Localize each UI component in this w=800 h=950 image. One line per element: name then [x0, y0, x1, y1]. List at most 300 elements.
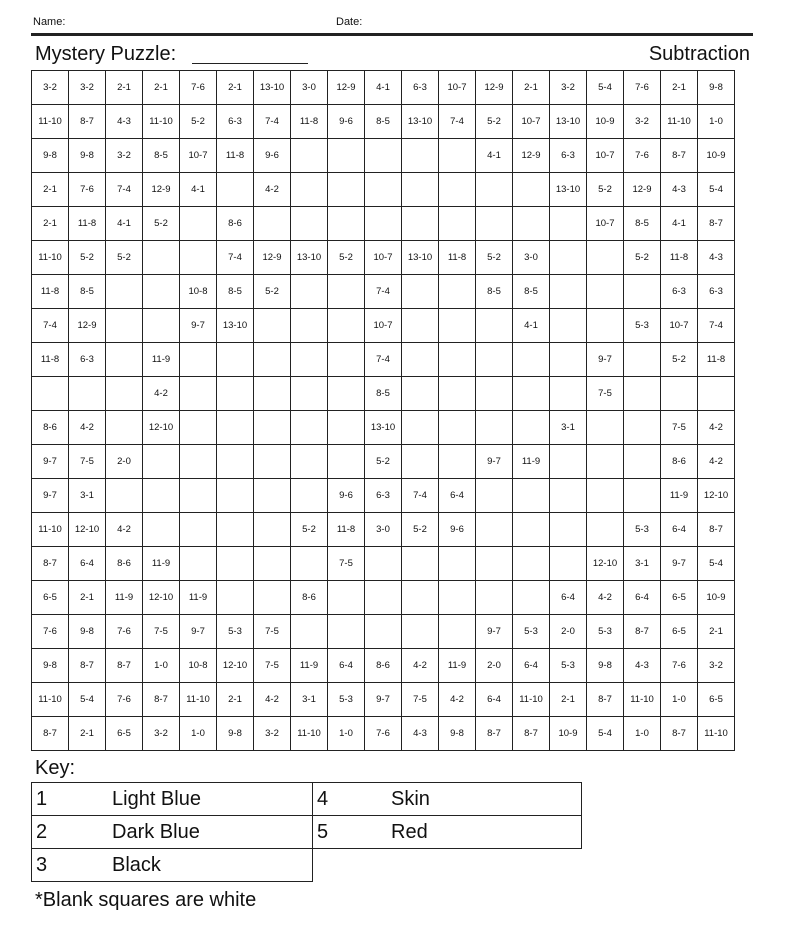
- grid-cell[interactable]: 2-0: [106, 445, 143, 479]
- grid-cell[interactable]: 11-8: [217, 139, 254, 173]
- grid-cell[interactable]: 5-3: [624, 309, 661, 343]
- grid-cell[interactable]: [439, 139, 476, 173]
- grid-cell[interactable]: 11-8: [69, 207, 106, 241]
- grid-cell[interactable]: [106, 479, 143, 513]
- grid-cell[interactable]: 7-6: [106, 615, 143, 649]
- grid-cell[interactable]: 6-4: [439, 479, 476, 513]
- grid-cell[interactable]: 3-0: [513, 241, 550, 275]
- grid-cell[interactable]: [328, 173, 365, 207]
- grid-cell[interactable]: 6-4: [661, 513, 698, 547]
- grid-cell[interactable]: [402, 309, 439, 343]
- grid-cell[interactable]: [254, 547, 291, 581]
- grid-cell[interactable]: 11-8: [32, 343, 69, 377]
- grid-cell[interactable]: 5-4: [698, 547, 735, 581]
- grid-cell[interactable]: 11-8: [698, 343, 735, 377]
- grid-cell[interactable]: 5-3: [217, 615, 254, 649]
- grid-cell[interactable]: 4-2: [106, 513, 143, 547]
- grid-cell[interactable]: 9-7: [32, 445, 69, 479]
- grid-cell[interactable]: 7-6: [32, 615, 69, 649]
- grid-cell[interactable]: 9-6: [328, 479, 365, 513]
- grid-cell[interactable]: 4-2: [69, 411, 106, 445]
- grid-cell[interactable]: [254, 581, 291, 615]
- grid-cell[interactable]: 3-2: [698, 649, 735, 683]
- grid-cell[interactable]: [513, 207, 550, 241]
- grid-cell[interactable]: 11-8: [291, 105, 328, 139]
- grid-cell[interactable]: [254, 411, 291, 445]
- grid-cell[interactable]: [328, 343, 365, 377]
- grid-cell[interactable]: [439, 173, 476, 207]
- grid-cell[interactable]: 9-7: [476, 615, 513, 649]
- grid-cell[interactable]: 8-6: [365, 649, 402, 683]
- grid-cell[interactable]: 7-4: [254, 105, 291, 139]
- grid-cell[interactable]: 9-8: [69, 615, 106, 649]
- grid-cell[interactable]: [476, 513, 513, 547]
- grid-cell[interactable]: 7-6: [180, 71, 217, 105]
- grid-cell[interactable]: 11-9: [143, 343, 180, 377]
- grid-cell[interactable]: 3-2: [32, 71, 69, 105]
- grid-cell[interactable]: 4-1: [365, 71, 402, 105]
- grid-cell[interactable]: 3-2: [69, 71, 106, 105]
- grid-cell[interactable]: 4-2: [254, 173, 291, 207]
- grid-cell[interactable]: [291, 615, 328, 649]
- grid-cell[interactable]: 3-2: [106, 139, 143, 173]
- grid-cell[interactable]: [402, 139, 439, 173]
- grid-cell[interactable]: 5-4: [587, 71, 624, 105]
- grid-cell[interactable]: 9-8: [217, 717, 254, 751]
- grid-cell[interactable]: [513, 377, 550, 411]
- grid-cell[interactable]: 7-4: [439, 105, 476, 139]
- grid-cell[interactable]: [624, 479, 661, 513]
- grid-cell[interactable]: [513, 479, 550, 513]
- grid-cell[interactable]: 8-5: [365, 105, 402, 139]
- grid-cell[interactable]: 5-3: [513, 615, 550, 649]
- grid-cell[interactable]: [439, 275, 476, 309]
- grid-cell[interactable]: 2-1: [106, 71, 143, 105]
- grid-cell[interactable]: 5-3: [550, 649, 587, 683]
- grid-cell[interactable]: [476, 377, 513, 411]
- grid-cell[interactable]: [143, 445, 180, 479]
- grid-cell[interactable]: 9-6: [439, 513, 476, 547]
- grid-cell[interactable]: 5-2: [291, 513, 328, 547]
- grid-cell[interactable]: [624, 275, 661, 309]
- grid-cell[interactable]: 4-1: [106, 207, 143, 241]
- grid-cell[interactable]: 2-1: [32, 173, 69, 207]
- grid-cell[interactable]: 11-10: [698, 717, 735, 751]
- grid-cell[interactable]: [254, 513, 291, 547]
- grid-cell[interactable]: 6-5: [106, 717, 143, 751]
- grid-cell[interactable]: 10-7: [587, 139, 624, 173]
- grid-cell[interactable]: [550, 513, 587, 547]
- grid-cell[interactable]: [550, 207, 587, 241]
- grid-cell[interactable]: 13-10: [402, 241, 439, 275]
- grid-cell[interactable]: 12-9: [513, 139, 550, 173]
- grid-cell[interactable]: 4-3: [661, 173, 698, 207]
- grid-cell[interactable]: 4-2: [698, 411, 735, 445]
- grid-cell[interactable]: [254, 207, 291, 241]
- grid-cell[interactable]: 1-0: [698, 105, 735, 139]
- grid-cell[interactable]: [587, 411, 624, 445]
- grid-cell[interactable]: [106, 377, 143, 411]
- grid-cell[interactable]: [217, 547, 254, 581]
- grid-cell[interactable]: 11-8: [439, 241, 476, 275]
- grid-cell[interactable]: 12-9: [476, 71, 513, 105]
- grid-cell[interactable]: 9-7: [476, 445, 513, 479]
- grid-cell[interactable]: 12-9: [254, 241, 291, 275]
- grid-cell[interactable]: 5-4: [587, 717, 624, 751]
- grid-cell[interactable]: [513, 411, 550, 445]
- grid-cell[interactable]: 5-2: [328, 241, 365, 275]
- grid-cell[interactable]: [328, 139, 365, 173]
- grid-cell[interactable]: [291, 275, 328, 309]
- grid-cell[interactable]: [587, 275, 624, 309]
- grid-cell[interactable]: [624, 445, 661, 479]
- grid-cell[interactable]: [513, 343, 550, 377]
- grid-cell[interactable]: [587, 445, 624, 479]
- grid-cell[interactable]: [254, 479, 291, 513]
- grid-cell[interactable]: 5-2: [143, 207, 180, 241]
- grid-cell[interactable]: 12-9: [624, 173, 661, 207]
- grid-cell[interactable]: 13-10: [402, 105, 439, 139]
- grid-cell[interactable]: 2-1: [217, 71, 254, 105]
- grid-cell[interactable]: 7-4: [365, 343, 402, 377]
- grid-cell[interactable]: 3-1: [550, 411, 587, 445]
- grid-cell[interactable]: 9-8: [587, 649, 624, 683]
- grid-cell[interactable]: 7-6: [624, 139, 661, 173]
- grid-cell[interactable]: [476, 173, 513, 207]
- grid-cell[interactable]: 7-4: [402, 479, 439, 513]
- grid-cell[interactable]: [291, 445, 328, 479]
- grid-cell[interactable]: [254, 309, 291, 343]
- grid-cell[interactable]: 8-6: [106, 547, 143, 581]
- grid-cell[interactable]: 2-1: [661, 71, 698, 105]
- grid-cell[interactable]: 3-2: [143, 717, 180, 751]
- grid-cell[interactable]: [550, 241, 587, 275]
- grid-cell[interactable]: 9-8: [439, 717, 476, 751]
- grid-cell[interactable]: 2-1: [143, 71, 180, 105]
- grid-cell[interactable]: 9-8: [69, 139, 106, 173]
- grid-cell[interactable]: 7-5: [587, 377, 624, 411]
- grid-cell[interactable]: [365, 139, 402, 173]
- grid-cell[interactable]: 9-8: [32, 139, 69, 173]
- grid-cell[interactable]: [402, 547, 439, 581]
- grid-cell[interactable]: 1-0: [661, 683, 698, 717]
- grid-cell[interactable]: [476, 309, 513, 343]
- grid-cell[interactable]: 1-0: [180, 717, 217, 751]
- grid-cell[interactable]: 8-5: [365, 377, 402, 411]
- grid-cell[interactable]: 5-2: [69, 241, 106, 275]
- grid-cell[interactable]: 9-7: [180, 309, 217, 343]
- grid-cell[interactable]: 4-1: [661, 207, 698, 241]
- grid-cell[interactable]: [587, 241, 624, 275]
- grid-cell[interactable]: 12-9: [69, 309, 106, 343]
- grid-cell[interactable]: [439, 377, 476, 411]
- grid-cell[interactable]: 8-7: [513, 717, 550, 751]
- grid-cell[interactable]: [180, 411, 217, 445]
- grid-cell[interactable]: 10-9: [587, 105, 624, 139]
- grid-cell[interactable]: [143, 513, 180, 547]
- grid-cell[interactable]: 8-7: [698, 513, 735, 547]
- grid-cell[interactable]: [365, 173, 402, 207]
- grid-cell[interactable]: 8-7: [661, 717, 698, 751]
- grid-cell[interactable]: 10-7: [661, 309, 698, 343]
- grid-cell[interactable]: [291, 309, 328, 343]
- grid-cell[interactable]: 10-7: [365, 241, 402, 275]
- grid-cell[interactable]: 2-1: [513, 71, 550, 105]
- grid-cell[interactable]: [328, 377, 365, 411]
- grid-cell[interactable]: [328, 275, 365, 309]
- grid-cell[interactable]: [365, 547, 402, 581]
- grid-cell[interactable]: [698, 377, 735, 411]
- grid-cell[interactable]: 13-10: [254, 71, 291, 105]
- grid-cell[interactable]: [476, 479, 513, 513]
- grid-cell[interactable]: 13-10: [365, 411, 402, 445]
- grid-cell[interactable]: 8-6: [661, 445, 698, 479]
- grid-cell[interactable]: 11-10: [32, 683, 69, 717]
- grid-cell[interactable]: 11-9: [513, 445, 550, 479]
- grid-cell[interactable]: [624, 411, 661, 445]
- grid-cell[interactable]: 5-2: [402, 513, 439, 547]
- grid-cell[interactable]: 4-2: [143, 377, 180, 411]
- grid-cell[interactable]: 2-1: [550, 683, 587, 717]
- grid-cell[interactable]: 6-5: [661, 615, 698, 649]
- grid-cell[interactable]: 7-5: [661, 411, 698, 445]
- grid-cell[interactable]: 1-0: [624, 717, 661, 751]
- grid-cell[interactable]: 11-9: [106, 581, 143, 615]
- grid-cell[interactable]: 10-9: [698, 139, 735, 173]
- grid-cell[interactable]: 3-0: [365, 513, 402, 547]
- grid-cell[interactable]: 8-6: [291, 581, 328, 615]
- grid-cell[interactable]: [476, 581, 513, 615]
- grid-cell[interactable]: [550, 445, 587, 479]
- grid-cell[interactable]: 7-4: [32, 309, 69, 343]
- grid-cell[interactable]: 11-10: [513, 683, 550, 717]
- grid-cell[interactable]: [217, 411, 254, 445]
- grid-cell[interactable]: 6-3: [365, 479, 402, 513]
- grid-cell[interactable]: 7-4: [217, 241, 254, 275]
- grid-cell[interactable]: [328, 615, 365, 649]
- grid-cell[interactable]: 5-2: [106, 241, 143, 275]
- grid-cell[interactable]: [291, 411, 328, 445]
- grid-cell[interactable]: 5-4: [698, 173, 735, 207]
- grid-cell[interactable]: 8-6: [217, 207, 254, 241]
- grid-cell[interactable]: [402, 343, 439, 377]
- grid-cell[interactable]: 6-3: [402, 71, 439, 105]
- grid-cell[interactable]: 10-9: [698, 581, 735, 615]
- grid-cell[interactable]: 12-9: [328, 71, 365, 105]
- grid-cell[interactable]: 11-9: [661, 479, 698, 513]
- grid-cell[interactable]: [439, 615, 476, 649]
- grid-cell[interactable]: 7-5: [143, 615, 180, 649]
- grid-cell[interactable]: [291, 547, 328, 581]
- grid-cell[interactable]: 10-9: [550, 717, 587, 751]
- grid-cell[interactable]: 7-5: [254, 649, 291, 683]
- grid-cell[interactable]: [291, 377, 328, 411]
- grid-cell[interactable]: [217, 479, 254, 513]
- grid-cell[interactable]: [513, 173, 550, 207]
- grid-cell[interactable]: 7-5: [254, 615, 291, 649]
- grid-cell[interactable]: 5-3: [624, 513, 661, 547]
- grid-cell[interactable]: [587, 479, 624, 513]
- grid-cell[interactable]: 5-2: [624, 241, 661, 275]
- grid-cell[interactable]: [402, 411, 439, 445]
- grid-cell[interactable]: 5-2: [661, 343, 698, 377]
- grid-cell[interactable]: 2-1: [217, 683, 254, 717]
- grid-cell[interactable]: [439, 309, 476, 343]
- grid-cell[interactable]: 11-9: [143, 547, 180, 581]
- grid-cell[interactable]: [143, 275, 180, 309]
- grid-cell[interactable]: [439, 411, 476, 445]
- grid-cell[interactable]: [587, 513, 624, 547]
- grid-cell[interactable]: 4-1: [180, 173, 217, 207]
- grid-cell[interactable]: 8-5: [143, 139, 180, 173]
- grid-cell[interactable]: [217, 377, 254, 411]
- grid-cell[interactable]: [180, 513, 217, 547]
- grid-cell[interactable]: [180, 377, 217, 411]
- grid-cell[interactable]: 5-3: [587, 615, 624, 649]
- grid-cell[interactable]: [624, 343, 661, 377]
- grid-cell[interactable]: [291, 139, 328, 173]
- grid-cell[interactable]: 6-4: [69, 547, 106, 581]
- grid-cell[interactable]: [402, 377, 439, 411]
- grid-cell[interactable]: 11-8: [32, 275, 69, 309]
- grid-cell[interactable]: 12-10: [143, 581, 180, 615]
- grid-cell[interactable]: 7-6: [106, 683, 143, 717]
- grid-cell[interactable]: 7-5: [328, 547, 365, 581]
- grid-cell[interactable]: 11-10: [291, 717, 328, 751]
- grid-cell[interactable]: 11-10: [180, 683, 217, 717]
- grid-cell[interactable]: [106, 275, 143, 309]
- grid-cell[interactable]: 5-2: [476, 241, 513, 275]
- grid-cell[interactable]: 13-10: [291, 241, 328, 275]
- grid-cell[interactable]: [106, 343, 143, 377]
- grid-cell[interactable]: 11-9: [439, 649, 476, 683]
- grid-cell[interactable]: 6-5: [32, 581, 69, 615]
- grid-cell[interactable]: 8-6: [32, 411, 69, 445]
- grid-cell[interactable]: 7-4: [365, 275, 402, 309]
- grid-cell[interactable]: 10-7: [439, 71, 476, 105]
- grid-cell[interactable]: 4-3: [624, 649, 661, 683]
- grid-cell[interactable]: 5-2: [365, 445, 402, 479]
- grid-cell[interactable]: 2-0: [476, 649, 513, 683]
- grid-cell[interactable]: 9-7: [365, 683, 402, 717]
- grid-cell[interactable]: 11-10: [32, 513, 69, 547]
- grid-cell[interactable]: 7-6: [69, 173, 106, 207]
- grid-cell[interactable]: [402, 275, 439, 309]
- grid-cell[interactable]: 6-4: [513, 649, 550, 683]
- grid-cell[interactable]: [476, 343, 513, 377]
- grid-cell[interactable]: 1-0: [143, 649, 180, 683]
- grid-cell[interactable]: 8-7: [32, 717, 69, 751]
- grid-cell[interactable]: [180, 343, 217, 377]
- grid-cell[interactable]: [550, 479, 587, 513]
- grid-cell[interactable]: [365, 207, 402, 241]
- grid-cell[interactable]: 6-3: [217, 105, 254, 139]
- grid-cell[interactable]: 13-10: [217, 309, 254, 343]
- grid-cell[interactable]: 5-2: [180, 105, 217, 139]
- grid-cell[interactable]: 11-8: [328, 513, 365, 547]
- grid-cell[interactable]: [328, 207, 365, 241]
- grid-cell[interactable]: 7-5: [402, 683, 439, 717]
- grid-cell[interactable]: 7-6: [365, 717, 402, 751]
- grid-cell[interactable]: 9-7: [587, 343, 624, 377]
- grid-cell[interactable]: 3-2: [624, 105, 661, 139]
- grid-cell[interactable]: 4-2: [698, 445, 735, 479]
- grid-cell[interactable]: [550, 547, 587, 581]
- grid-cell[interactable]: 6-3: [550, 139, 587, 173]
- grid-cell[interactable]: 2-1: [698, 615, 735, 649]
- grid-cell[interactable]: [217, 173, 254, 207]
- grid-cell[interactable]: 3-1: [291, 683, 328, 717]
- grid-cell[interactable]: [217, 343, 254, 377]
- grid-cell[interactable]: 6-3: [69, 343, 106, 377]
- grid-cell[interactable]: 6-5: [661, 581, 698, 615]
- grid-cell[interactable]: [439, 581, 476, 615]
- grid-cell[interactable]: [291, 479, 328, 513]
- grid-cell[interactable]: 8-5: [476, 275, 513, 309]
- grid-cell[interactable]: 9-6: [254, 139, 291, 173]
- grid-cell[interactable]: 11-8: [661, 241, 698, 275]
- grid-cell[interactable]: [180, 479, 217, 513]
- grid-cell[interactable]: 1-0: [328, 717, 365, 751]
- grid-cell[interactable]: [217, 513, 254, 547]
- grid-cell[interactable]: [143, 479, 180, 513]
- grid-cell[interactable]: [180, 207, 217, 241]
- grid-cell[interactable]: [402, 615, 439, 649]
- grid-cell[interactable]: [328, 411, 365, 445]
- grid-cell[interactable]: [402, 445, 439, 479]
- grid-cell[interactable]: 4-2: [439, 683, 476, 717]
- grid-cell[interactable]: 4-1: [513, 309, 550, 343]
- grid-cell[interactable]: 12-10: [698, 479, 735, 513]
- grid-cell[interactable]: 3-1: [624, 547, 661, 581]
- grid-cell[interactable]: [402, 581, 439, 615]
- grid-cell[interactable]: 9-8: [698, 71, 735, 105]
- grid-cell[interactable]: 7-5: [69, 445, 106, 479]
- grid-cell[interactable]: 8-5: [624, 207, 661, 241]
- grid-cell[interactable]: 9-7: [661, 547, 698, 581]
- grid-cell[interactable]: [180, 547, 217, 581]
- grid-cell[interactable]: 8-5: [513, 275, 550, 309]
- grid-cell[interactable]: [624, 377, 661, 411]
- grid-cell[interactable]: 8-7: [587, 683, 624, 717]
- grid-cell[interactable]: [439, 207, 476, 241]
- grid-cell[interactable]: [106, 309, 143, 343]
- grid-cell[interactable]: [402, 173, 439, 207]
- grid-cell[interactable]: 10-7: [513, 105, 550, 139]
- grid-cell[interactable]: [587, 309, 624, 343]
- grid-cell[interactable]: 6-3: [661, 275, 698, 309]
- grid-cell[interactable]: [254, 445, 291, 479]
- grid-cell[interactable]: [32, 377, 69, 411]
- grid-cell[interactable]: 5-2: [587, 173, 624, 207]
- grid-cell[interactable]: 8-7: [698, 207, 735, 241]
- grid-cell[interactable]: [328, 309, 365, 343]
- grid-cell[interactable]: 6-4: [550, 581, 587, 615]
- grid-cell[interactable]: 10-8: [180, 649, 217, 683]
- grid-cell[interactable]: 11-10: [32, 105, 69, 139]
- grid-cell[interactable]: [476, 547, 513, 581]
- grid-cell[interactable]: 8-7: [69, 105, 106, 139]
- grid-cell[interactable]: 11-10: [32, 241, 69, 275]
- grid-cell[interactable]: 8-7: [661, 139, 698, 173]
- grid-cell[interactable]: 8-7: [476, 717, 513, 751]
- grid-cell[interactable]: [328, 581, 365, 615]
- grid-cell[interactable]: 6-3: [698, 275, 735, 309]
- grid-cell[interactable]: 13-10: [550, 173, 587, 207]
- grid-cell[interactable]: 3-1: [69, 479, 106, 513]
- grid-cell[interactable]: 11-10: [661, 105, 698, 139]
- grid-cell[interactable]: [180, 241, 217, 275]
